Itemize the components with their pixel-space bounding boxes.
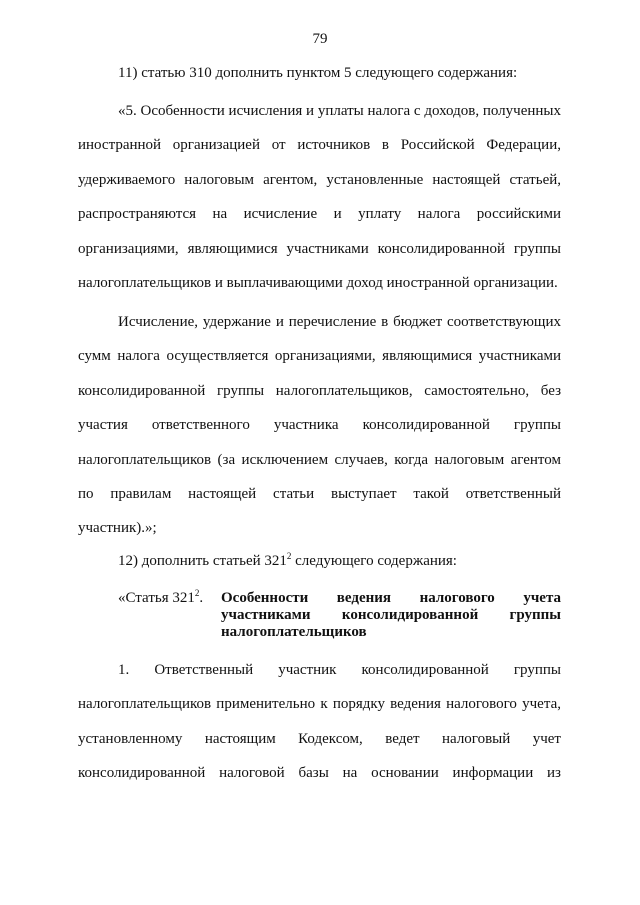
text-line: участник).»; [78,520,157,537]
item-12-before: 12) дополнить статьей 321 [118,553,287,569]
text-line: налогоплательщиков (за исключением случаев, когда налоговым агентом [78,451,561,468]
paragraph-calculation [78,305,561,546]
article-label-after: . [199,590,204,606]
paragraph-clause-5 [78,94,561,300]
article-title-line: Особенности ведения налогового учета [221,590,561,606]
article-title-line: участниками консолидированной группы [221,607,561,623]
text-line: консолидированной налоговой базы на основании информации из [78,765,561,782]
paragraph-article-1 [78,653,561,791]
text-line: «5. Особенности исчисления и уплаты налога с доходов, полученных [118,103,561,119]
text-line: налогоплательщиков и выплачивающими доход иностранной организации. [78,274,558,291]
article-label [118,590,203,607]
item-12-text [118,553,457,570]
article-label-before: «Статья 321 [118,590,195,606]
text-line: иностранной организацией от источников в Российской Федерации, [78,137,561,154]
text-line: участия ответственного участника консолидированной группы [78,417,561,434]
text-line: 1. Ответственный участник консолидированной группы [118,662,561,678]
item-11-text: 11) статью 310 дополнить пунктом 5 следующего содержания: [118,65,518,81]
text-line: распространяются на исчисление и уплату налога российскими [78,206,561,223]
text-line: удерживаемого налоговым агентом, установленные настоящей статьей, [78,171,561,188]
text-line: налогоплательщиков применительно к порядку ведения налогового учета, [78,696,561,713]
text-line: организациями, являющимися участниками консолидированной группы [78,240,561,257]
article-label-superscript: 2 [194,588,200,598]
article-title [221,590,561,641]
item-12-after: следующего содержания: [291,553,457,569]
text-line: установленному настоящим Кодексом, ведет налоговый учет [78,730,561,747]
text-line: сумм налога осуществляется организациями, являющимися участниками [78,348,561,365]
item-12-superscript: 2 [286,551,292,561]
text-line: консолидированной группы налогоплательщиков, самостоятельно, без [78,382,561,399]
text-line: по правилам настоящей статьи выступает такой ответственный [78,485,561,502]
page-number: 79 [312,31,328,47]
text-line: Исчисление, удержание и перечисление в бюджет соответствующих [118,314,561,330]
article-title-line: налогоплательщиков [221,624,367,640]
